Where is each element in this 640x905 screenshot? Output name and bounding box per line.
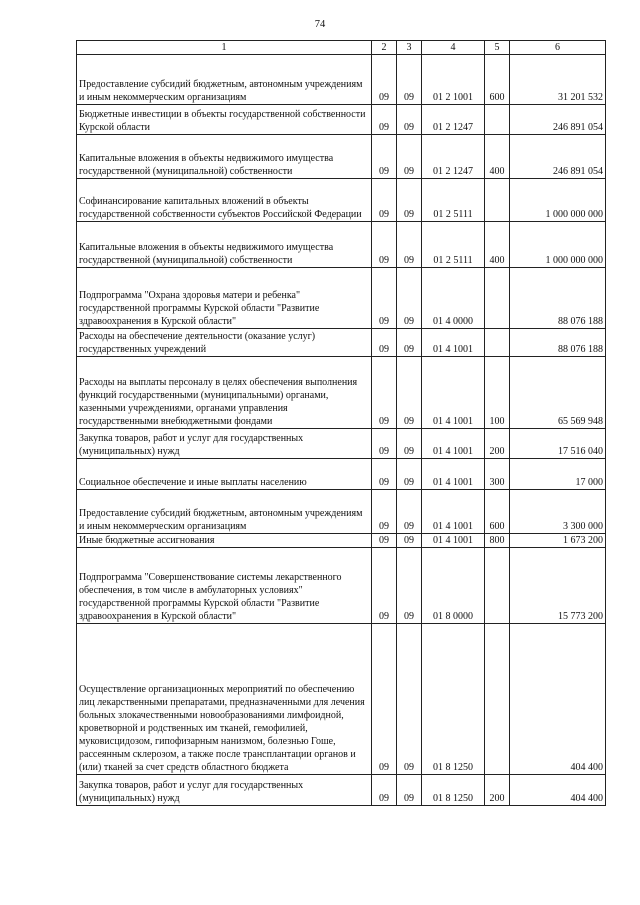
column-header: 5	[485, 41, 510, 55]
subsection-code-cell: 09	[397, 429, 422, 459]
subsection-code-cell: 09	[397, 268, 422, 329]
table-row	[77, 429, 606, 459]
amount-cell: 404 400	[510, 775, 606, 806]
column-header: 6	[510, 41, 606, 55]
section-code-cell: 09	[372, 624, 397, 775]
table-row	[77, 329, 606, 357]
row-name-cell: Предоставление субсидий бюджетным, автономным учреждениям и иным некоммерческим организациям	[77, 490, 372, 534]
section-code-cell: 09	[372, 329, 397, 357]
subsection-code-cell: 09	[397, 357, 422, 429]
expense-type-cell: 600	[485, 490, 510, 534]
table-row	[77, 534, 606, 548]
table-row	[77, 548, 606, 624]
table-row	[77, 268, 606, 329]
section-code-cell: 09	[372, 490, 397, 534]
row-name-cell: Социальное обеспечение и иные выплаты населению	[77, 459, 372, 490]
section-code-cell: 09	[372, 459, 397, 490]
table-row	[77, 179, 606, 222]
section-code-cell: 09	[372, 179, 397, 222]
section-code-cell: 09	[372, 429, 397, 459]
row-name-cell: Подпрограмма "Охрана здоровья матери и ребенка" государственной программы Курской области "Развитие здравоохранения в Курской области"	[77, 268, 372, 329]
column-header: 1	[77, 41, 372, 55]
page-number: 74	[314, 19, 326, 30]
row-name-cell: Закупка товаров, работ и услуг для государственных (муниципальных) нужд	[77, 429, 372, 459]
target-article-cell: 01 4 1001	[422, 357, 485, 429]
subsection-code-cell: 09	[397, 55, 422, 105]
expense-type-cell: 100	[485, 357, 510, 429]
subsection-code-cell: 09	[397, 222, 422, 268]
table-body	[77, 55, 606, 806]
amount-cell: 404 400	[510, 624, 606, 775]
section-code-cell: 09	[372, 55, 397, 105]
target-article-cell: 01 2 1247	[422, 135, 485, 179]
budget-table	[76, 40, 606, 806]
expense-type-cell	[485, 179, 510, 222]
section-code-cell: 09	[372, 222, 397, 268]
subsection-code-cell: 09	[397, 775, 422, 806]
amount-cell: 88 076 188	[510, 268, 606, 329]
row-name-cell: Иные бюджетные ассигнования	[77, 534, 372, 548]
expense-type-cell	[485, 329, 510, 357]
row-name-cell: Расходы на выплаты персоналу в целях обеспечения выполнения функций государственными (муниципальными) органами, казенными учреждениями, органами управления государственными внебюджетными фондами	[77, 357, 372, 429]
section-code-cell: 09	[372, 135, 397, 179]
target-article-cell: 01 4 0000	[422, 268, 485, 329]
amount-cell: 17 000	[510, 459, 606, 490]
expense-type-cell: 400	[485, 222, 510, 268]
section-code-cell: 09	[372, 105, 397, 135]
table-row	[77, 222, 606, 268]
expense-type-cell: 800	[485, 534, 510, 548]
table-row	[77, 55, 606, 105]
target-article-cell: 01 4 1001	[422, 534, 485, 548]
row-name-cell: Капитальные вложения в объекты недвижимого имущества государственной (муниципальной) собственности	[77, 222, 372, 268]
section-code-cell: 09	[372, 548, 397, 624]
section-code-cell: 09	[372, 268, 397, 329]
amount-cell: 65 569 948	[510, 357, 606, 429]
header-row	[77, 41, 606, 55]
section-code-cell: 09	[372, 775, 397, 806]
expense-type-cell: 200	[485, 429, 510, 459]
expense-type-cell	[485, 624, 510, 775]
amount-cell: 246 891 054	[510, 135, 606, 179]
row-name-cell: Капитальные вложения в объекты недвижимого имущества государственной (муниципальной) собственности	[77, 135, 372, 179]
target-article-cell: 01 2 5111	[422, 222, 485, 268]
expense-type-cell: 300	[485, 459, 510, 490]
table-row	[77, 459, 606, 490]
subsection-code-cell: 09	[397, 135, 422, 179]
target-article-cell: 01 2 1001	[422, 55, 485, 105]
target-article-cell: 01 4 1001	[422, 429, 485, 459]
amount-cell: 1 673 200	[510, 534, 606, 548]
subsection-code-cell: 09	[397, 548, 422, 624]
row-name-cell: Расходы на обеспечение деятельности (оказание услуг) государственных учреждений	[77, 329, 372, 357]
table-row	[77, 624, 606, 775]
amount-cell: 15 773 200	[510, 548, 606, 624]
table-row	[77, 775, 606, 806]
expense-type-cell	[485, 548, 510, 624]
amount-cell: 3 300 000	[510, 490, 606, 534]
expense-type-cell	[485, 268, 510, 329]
row-name-cell: Подпрограмма "Совершенствование системы лекарственного обеспечения, в том числе в амбулаторных условиях" государственной программы Курской области "Развитие здравоохранения в Курской области"	[77, 548, 372, 624]
amount-cell: 17 516 040	[510, 429, 606, 459]
table-row	[77, 490, 606, 534]
subsection-code-cell: 09	[397, 534, 422, 548]
column-header: 2	[372, 41, 397, 55]
expense-type-cell	[485, 105, 510, 135]
expense-type-cell: 400	[485, 135, 510, 179]
target-article-cell: 01 4 1001	[422, 490, 485, 534]
target-article-cell: 01 4 1001	[422, 459, 485, 490]
row-name-cell: Закупка товаров, работ и услуг для государственных (муниципальных) нужд	[77, 775, 372, 806]
subsection-code-cell: 09	[397, 459, 422, 490]
amount-cell: 246 891 054	[510, 105, 606, 135]
row-name-cell: Софинансирование капитальных вложений в объекты государственной собственности субъектов Российской Федерации	[77, 179, 372, 222]
target-article-cell: 01 8 0000	[422, 548, 485, 624]
target-article-cell: 01 8 1250	[422, 775, 485, 806]
target-article-cell: 01 4 1001	[422, 329, 485, 357]
table-row	[77, 357, 606, 429]
expense-type-cell: 600	[485, 55, 510, 105]
row-name-cell: Предоставление субсидий бюджетным, автономным учреждениям и иным некоммерческим организациям	[77, 55, 372, 105]
target-article-cell: 01 8 1250	[422, 624, 485, 775]
row-name-cell: Бюджетные инвестиции в объекты государственной собственности Курской области	[77, 105, 372, 135]
column-header: 3	[397, 41, 422, 55]
subsection-code-cell: 09	[397, 179, 422, 222]
amount-cell: 88 076 188	[510, 329, 606, 357]
subsection-code-cell: 09	[397, 105, 422, 135]
subsection-code-cell: 09	[397, 490, 422, 534]
subsection-code-cell: 09	[397, 329, 422, 357]
amount-cell: 1 000 000 000	[510, 179, 606, 222]
amount-cell: 31 201 532	[510, 55, 606, 105]
column-header: 4	[422, 41, 485, 55]
amount-cell: 1 000 000 000	[510, 222, 606, 268]
target-article-cell: 01 2 5111	[422, 179, 485, 222]
row-name-cell: Осуществление организационных мероприятий по обеспечению лиц лекарственными препаратами, предназначенными для лечения больных злокачественными новообразованиями лимфоидной, кроветворной и родственных им тканей, гемофилией, муковисцидозом, гипофизарным нанизмом, болезнью Гоше, рассеянным склерозом, а также после трансплантации органов и (или) тканей за счет средств областного бюджета	[77, 624, 372, 775]
section-code-cell: 09	[372, 357, 397, 429]
table-row	[77, 135, 606, 179]
table-row	[77, 105, 606, 135]
target-article-cell: 01 2 1247	[422, 105, 485, 135]
section-code-cell: 09	[372, 534, 397, 548]
subsection-code-cell: 09	[397, 624, 422, 775]
expense-type-cell: 200	[485, 775, 510, 806]
